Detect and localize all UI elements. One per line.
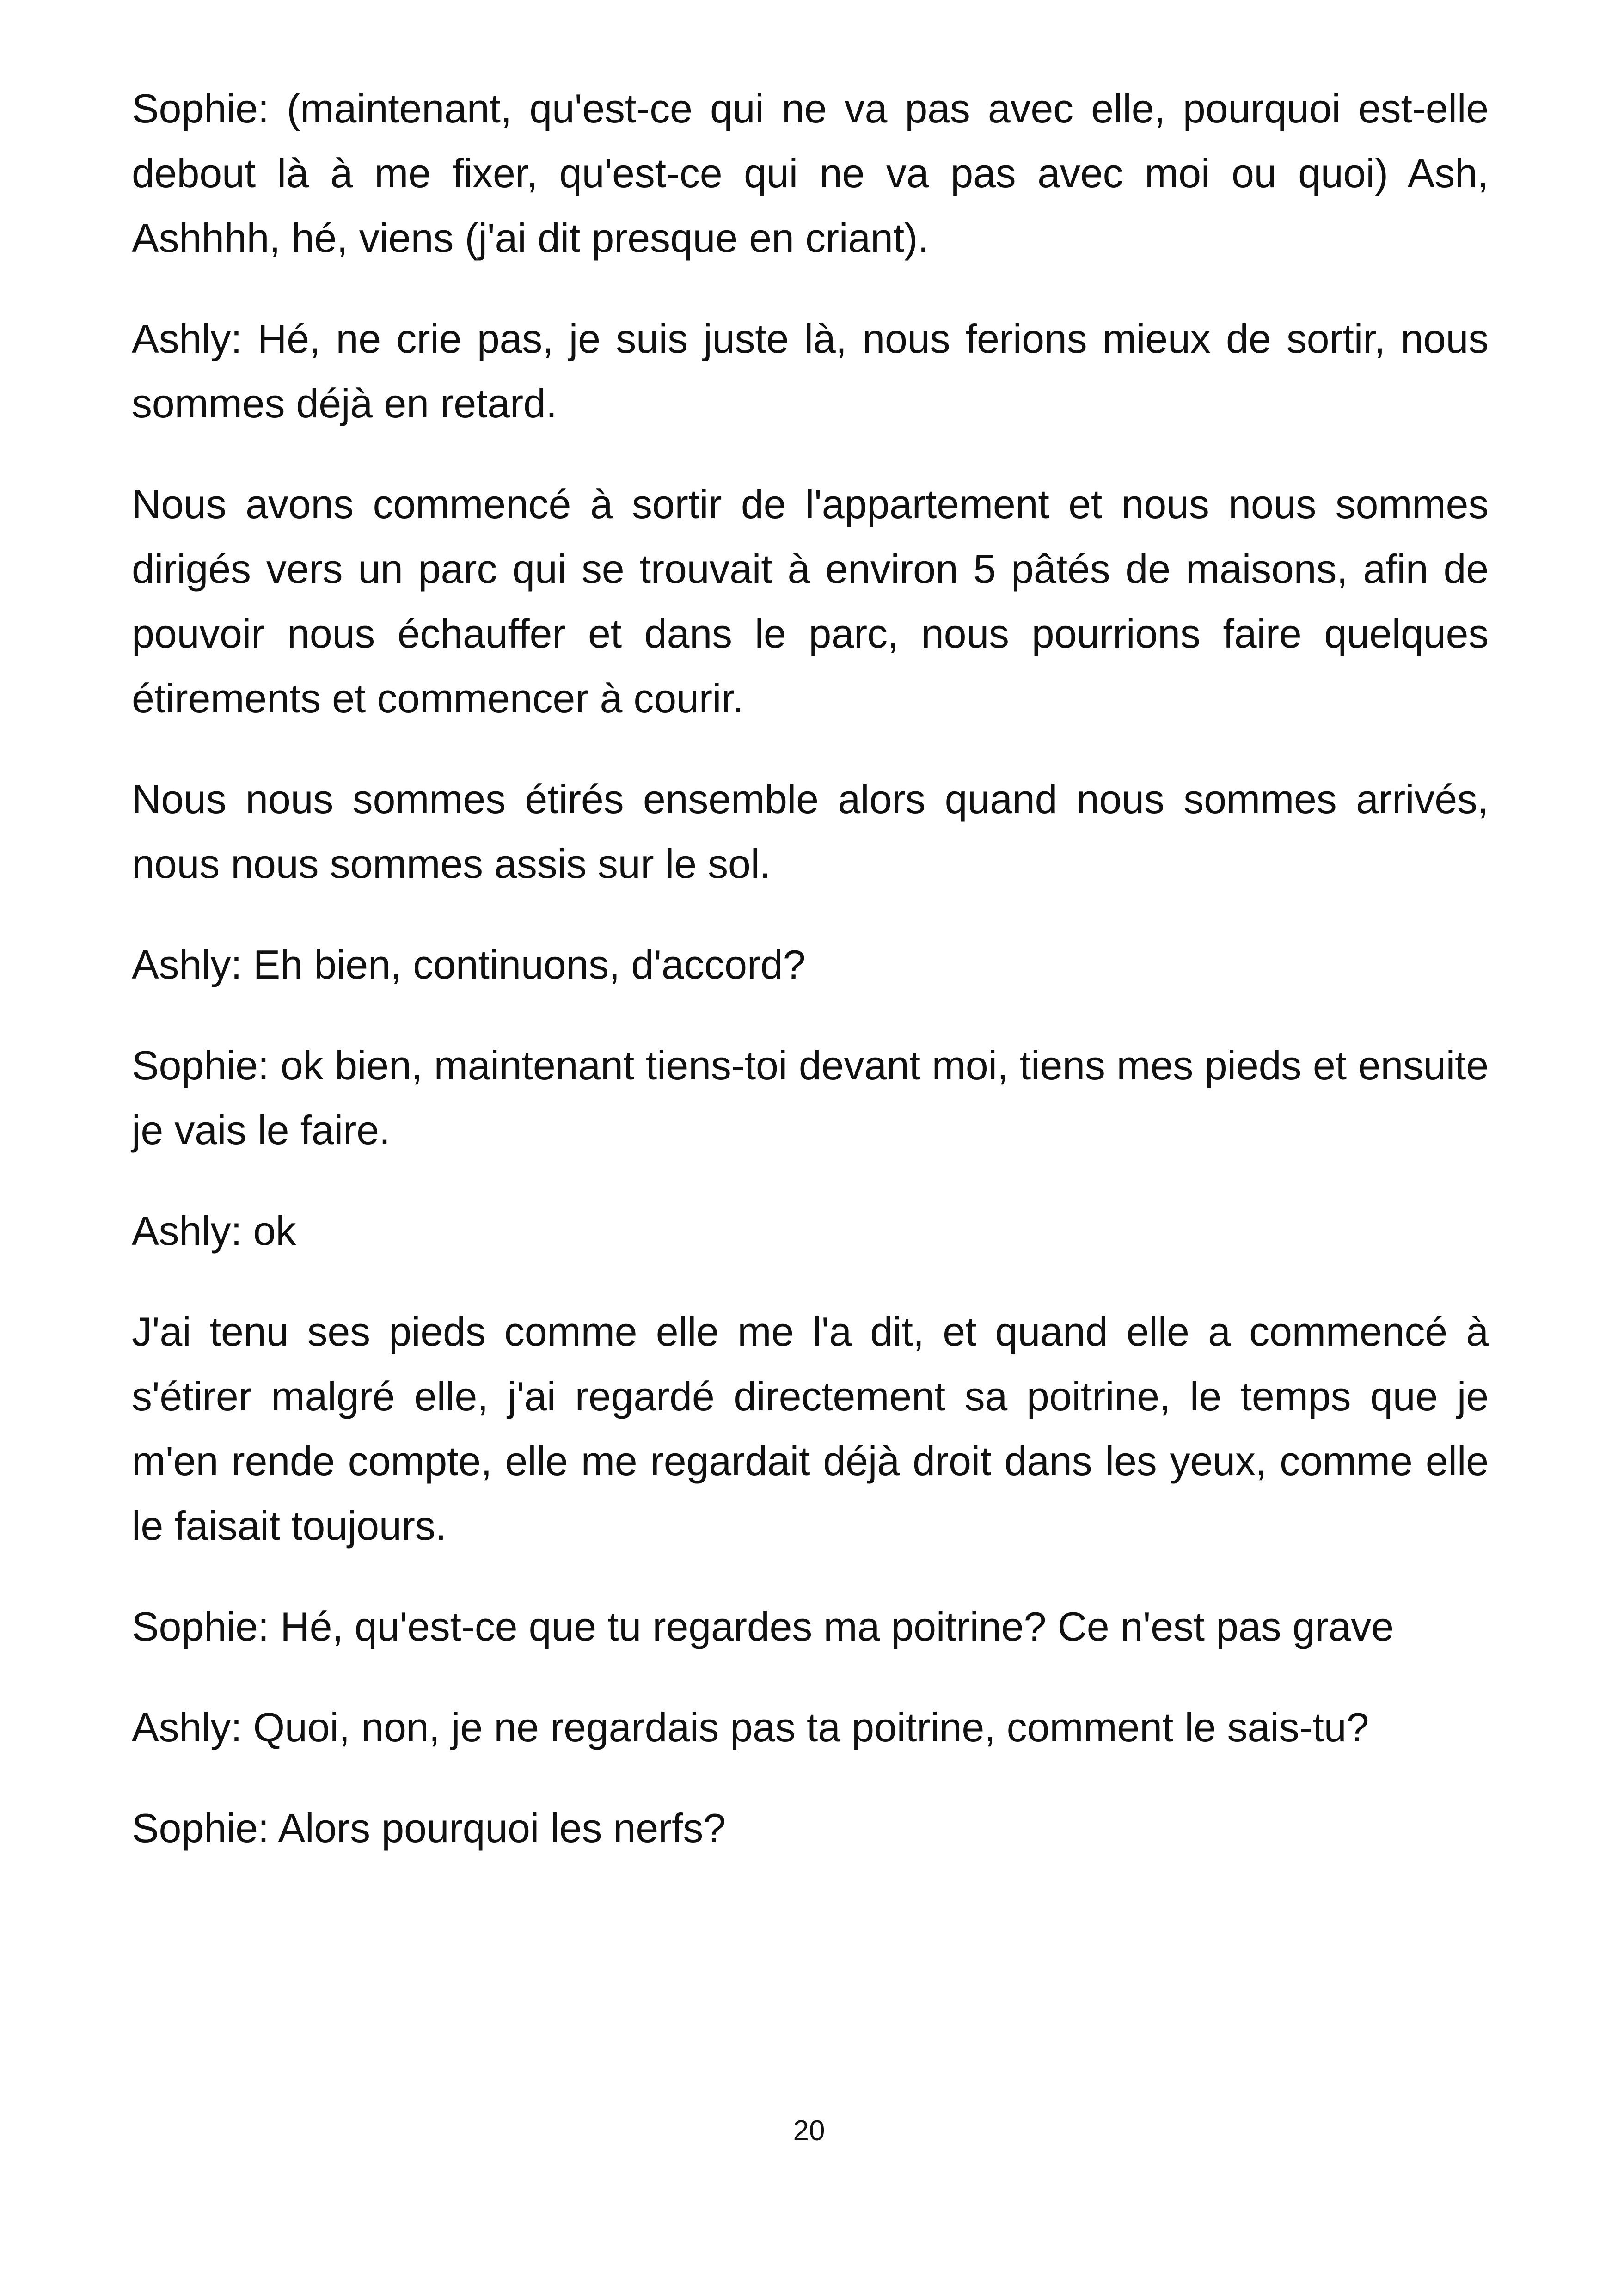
paragraph: Sophie: ok bien, maintenant tiens-toi devant moi, tiens mes pieds et ensuite je vais le faire. <box>132 1042 1489 1153</box>
page-number: 20 <box>793 2115 825 2147</box>
paragraph: Ashly: Hé, ne crie pas, je suis juste là, nous ferions mieux de sortir, nous sommes déjà en retard. <box>132 316 1489 426</box>
paragraph: Nous avons commencé à sortir de l'appartement et nous nous sommes dirigés vers un parc qui se trouvait à environ 5 pâtés de maisons, afin de pouvoir nous échauffer et dans le parc, nous pourrions faire quelques étirements et commencer à courir. <box>132 481 1489 721</box>
page-body <box>132 76 1489 1897</box>
paragraph: Ashly: ok <box>132 1208 296 1254</box>
paragraph: Sophie: Alors pourquoi les nerfs? <box>132 1805 726 1851</box>
paragraph: Nous nous sommes étirés ensemble alors quand nous sommes arrivés, nous nous sommes assis sur le sol. <box>132 776 1489 887</box>
paragraph: Ashly: Eh bien, continuons, d'accord? <box>132 942 806 987</box>
paragraph: Sophie: (maintenant, qu'est-ce qui ne va pas avec elle, pourquoi est-elle debout là à me fixer, qu'est-ce qui ne va pas avec moi ou quoi) Ash, Ashhhh, hé, viens (j'ai dit presque en criant). <box>132 86 1489 261</box>
paragraph: Sophie: Hé, qu'est-ce que tu regardes ma poitrine? Ce n'est pas grave <box>132 1604 1394 1649</box>
paragraph: J'ai tenu ses pieds comme elle me l'a dit, et quand elle a commencé à s'étirer malgré elle, j'ai regardé directement sa poitrine, le temps que je m'en rende compte, elle me regardait déjà droit dans les yeux, comme elle le faisait toujours. <box>132 1309 1489 1549</box>
paragraph: Ashly: Quoi, non, je ne regardais pas ta poitrine, comment le sais-tu? <box>132 1704 1369 1750</box>
